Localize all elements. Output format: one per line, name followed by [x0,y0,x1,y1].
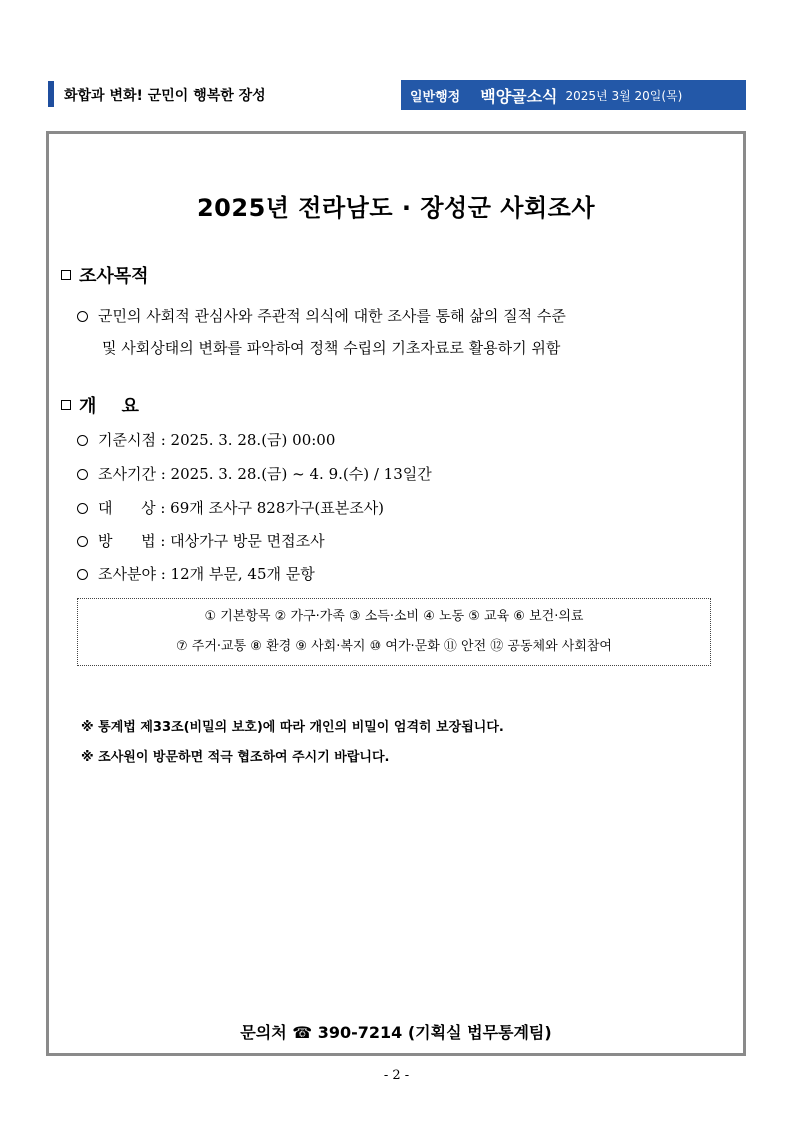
overview-item-text: 방 법 : 대상가구 방문 면접조사 [98,532,325,550]
cooperation-note: ※ 조사원이 방문하면 적극 협조하여 주시기 바랍니다. [81,750,390,765]
circle-bullet-icon [77,536,88,547]
page-number: - 2 - [383,1068,410,1083]
header-category: 일반행정 [410,89,461,105]
header-office-name: 백양골소식 [480,86,558,106]
circle-bullet-icon [77,311,88,322]
header-slogan: 화합과 변화! 군민이 행복한 장성 [64,88,266,104]
circle-bullet-icon [77,435,88,446]
overview-item [77,530,325,551]
survey-fields-line-1: ① 기본항목 ② 가구·가족 ③ 소득·소비 ④ 노동 ⑤ 교육 ⑥ 보건·의료 [204,609,584,624]
overview-heading [61,392,139,418]
survey-fields-line-2: ⑦ 주거·교통 ⑧ 환경 ⑨ 사회·복지 ⑩ 여가·문화 ⑪ 안전 ⑫ 공동체와 사회참여 [176,639,612,654]
notice-frame [46,131,746,1056]
overview-heading-text: 개 요 [79,396,139,417]
survey-fields-box [77,598,711,666]
overview-item [77,497,384,518]
purpose-heading-text: 조사목적 [79,266,149,287]
contact-info: 문의처 ☎ 390-7214 (기획실 법무통계팀) [240,1023,552,1042]
privacy-note: ※ 통계법 제33조(비밀의 보호)에 따라 개인의 비밀이 엄격히 보장됩니다. [81,720,504,735]
newsletter-header [48,80,746,110]
square-bullet-icon [61,400,71,410]
header-date: 2025년 3월 20일(목) [565,88,683,103]
overview-item [77,563,315,584]
overview-item-text: 대 상 : 69개 조사구 828가구(표본조사) [98,499,385,517]
circle-bullet-icon [77,469,88,480]
header-accent-bar [48,81,54,107]
page-title: 2025년 전라남도 · 장성군 사회조사 [196,194,596,222]
circle-bullet-icon [77,569,88,580]
overview-item-text: 조사분야 : 12개 부문, 45개 문항 [98,565,315,583]
square-bullet-icon [61,270,71,280]
overview-item-text: 기준시점 : 2025. 3. 28.(금) 00:00 [98,431,336,449]
circle-bullet-icon [77,503,88,514]
purpose-heading [61,262,149,288]
overview-item [77,463,432,484]
purpose-line-2: 및 사회상태의 변화를 파악하여 정책 수립의 기초자료로 활용하기 위함 [102,339,561,357]
purpose-line-1: 군민의 사회적 관심사와 주관적 의식에 대한 조사를 통해 삶의 질적 수준 [98,307,566,325]
overview-item [77,429,335,450]
header-info-box [401,80,746,110]
overview-item-text: 조사기간 : 2025. 3. 28.(금) ~ 4. 9.(수) / 13일간 [98,465,432,483]
purpose-text [77,300,737,364]
